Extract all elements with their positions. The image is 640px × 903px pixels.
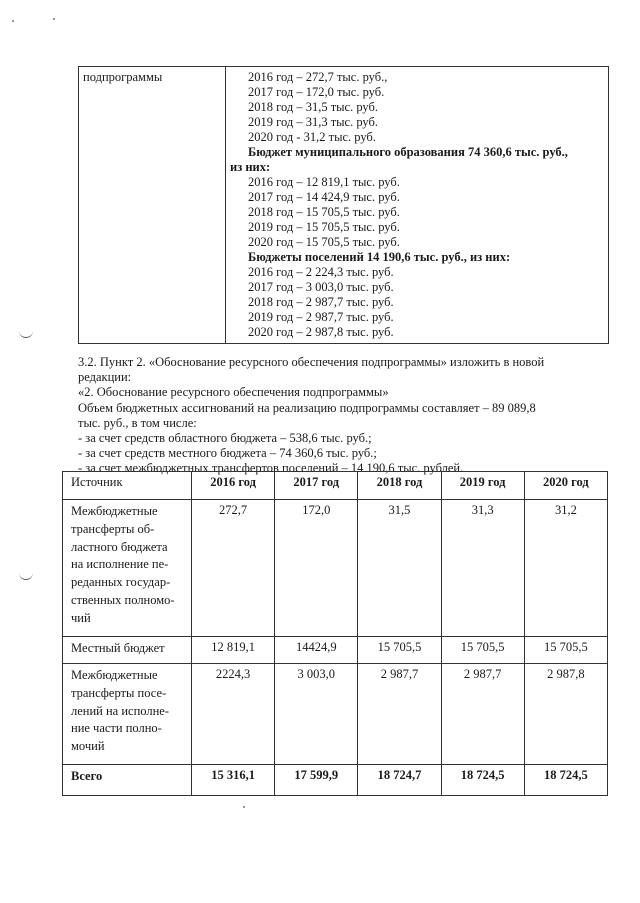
source-line: трансферты об-: [71, 521, 155, 536]
settlements-budget-heading: Бюджеты поселений 14 190,6 тыс. руб., из них:: [248, 250, 511, 264]
table-row: [63, 664, 608, 765]
value-cell: 31,5: [358, 500, 441, 637]
value-cell: 15 705,5: [524, 637, 607, 664]
value-cell: 2224,3: [192, 664, 275, 765]
funding-line: 2018 год – 15 705,5 тыс. руб.: [248, 205, 400, 219]
source-line: чий: [71, 610, 91, 625]
source-line: мочий: [71, 739, 105, 754]
paragraph-line: Объем бюджетных ассигнований на реализацию подпрограммы составляет – 89 089,8: [78, 400, 536, 415]
source-cell: [63, 765, 192, 796]
scan-speck: [53, 18, 55, 20]
funding-line: 2017 год – 3 003,0 тыс. руб.: [248, 280, 394, 294]
funding-line: 2019 год – 31,3 тыс. руб.: [248, 115, 379, 129]
source-line: Межбюджетные: [71, 504, 158, 518]
scan-speck: [12, 20, 14, 22]
source-line: ственных полномо-: [71, 592, 175, 607]
row-label-cell: [79, 67, 226, 344]
municipal-budget-heading-cont: из них:: [230, 160, 271, 174]
source-line: трансферты посе-: [71, 685, 167, 700]
section-heading-line: 3.2. Пункт 2. «Обоснование ресурсного обеспечения подпрограммы» изложить в новой: [78, 355, 545, 369]
source-line: Межбюджетные: [71, 668, 158, 682]
value-cell: 2 987,8: [524, 664, 607, 765]
source-cell: [63, 664, 192, 765]
section-3-2-text: [78, 355, 613, 477]
funding-line: 2017 год – 14 424,9 тыс. руб.: [248, 190, 400, 204]
table-row: [63, 637, 608, 664]
funding-line: 2020 год – 15 705,5 тыс. руб.: [248, 235, 400, 249]
total-label: Всего: [71, 769, 103, 783]
header-source: Источник: [63, 472, 192, 500]
funding-line: 2020 год – 2 987,8 тыс. руб.: [248, 325, 394, 339]
value-cell: 31,3: [441, 500, 524, 637]
scan-speck: [243, 806, 245, 808]
value-cell: 15 705,5: [441, 637, 524, 664]
header-year: 2019 год: [441, 472, 524, 500]
funding-line: 2020 год - 31,2 тыс. руб.: [248, 130, 376, 144]
source-line: Местный бюджет: [71, 641, 165, 655]
header-year: 2020 год: [524, 472, 607, 500]
section-heading-line: редакции:: [78, 370, 132, 385]
paragraph-line: тыс. руб., в том числе:: [78, 415, 197, 430]
table-header-row: [63, 472, 608, 500]
value-cell: 2 987,7: [441, 664, 524, 765]
funding-line: 2018 год – 2 987,7 тыс. руб.: [248, 295, 394, 309]
funding-line: 2017 год – 172,0 тыс. руб.: [248, 85, 385, 99]
funding-line: 2018 год – 31,5 тыс. руб.: [248, 100, 379, 114]
source-cell: [63, 500, 192, 637]
source-line: ластного бюджета: [71, 539, 168, 554]
source-line: реданных государ-: [71, 575, 171, 590]
value-cell: 2 987,7: [358, 664, 441, 765]
funding-line: 2016 год – 12 819,1 тыс. руб.: [248, 175, 400, 189]
source-line: лений на исполне-: [71, 703, 169, 718]
header-year: 2016 год: [192, 472, 275, 500]
resource-provision-table: [62, 471, 608, 796]
row-label: подпрограммы: [83, 70, 163, 84]
margin-mark: [19, 329, 33, 338]
bullet-line: - за счет средств областного бюджета – 538,6 тыс. руб.;: [78, 431, 372, 446]
table-row: [63, 500, 608, 637]
bullet-line: - за счет межбюджетных трансфертов поселений – 14 190,6 тыс. рублей.: [78, 461, 464, 476]
municipal-budget-heading: Бюджет муниципального образования 74 360,6 тыс. руб.,: [248, 145, 568, 159]
value-cell: 31,2: [524, 500, 607, 637]
header-year: 2017 год: [275, 472, 358, 500]
total-value-cell: 18 724,7: [358, 765, 441, 796]
bullet-line: - за счет средств местного бюджета – 74 360,6 тыс. руб.;: [78, 446, 377, 461]
value-cell: 272,7: [192, 500, 275, 637]
source-line: на исполнение пе-: [71, 557, 169, 572]
header-year: 2018 год: [358, 472, 441, 500]
margin-mark: [19, 571, 33, 580]
value-cell: 12 819,1: [192, 637, 275, 664]
value-cell: 14424,9: [275, 637, 358, 664]
funding-details-cell: [226, 67, 609, 344]
total-value-cell: 18 724,5: [524, 765, 607, 796]
funding-line: 2019 год – 2 987,7 тыс. руб.: [248, 310, 394, 324]
source-cell: [63, 637, 192, 664]
table-total-row: [63, 765, 608, 796]
total-value-cell: 17 599,9: [275, 765, 358, 796]
subsection-title: «2. Обоснование ресурсного обеспечения подпрограммы»: [78, 385, 389, 400]
value-cell: 172,0: [275, 500, 358, 637]
total-value-cell: 18 724,5: [441, 765, 524, 796]
funding-line: 2019 год – 15 705,5 тыс. руб.: [248, 220, 400, 234]
source-line: ние части полно-: [71, 721, 162, 736]
funding-line: 2016 год – 2 224,3 тыс. руб.: [248, 265, 394, 279]
funding-summary-table: [78, 66, 609, 344]
value-cell: 15 705,5: [358, 637, 441, 664]
total-value-cell: 15 316,1: [192, 765, 275, 796]
value-cell: 3 003,0: [275, 664, 358, 765]
funding-line: 2016 год – 272,7 тыс. руб.,: [248, 70, 388, 84]
